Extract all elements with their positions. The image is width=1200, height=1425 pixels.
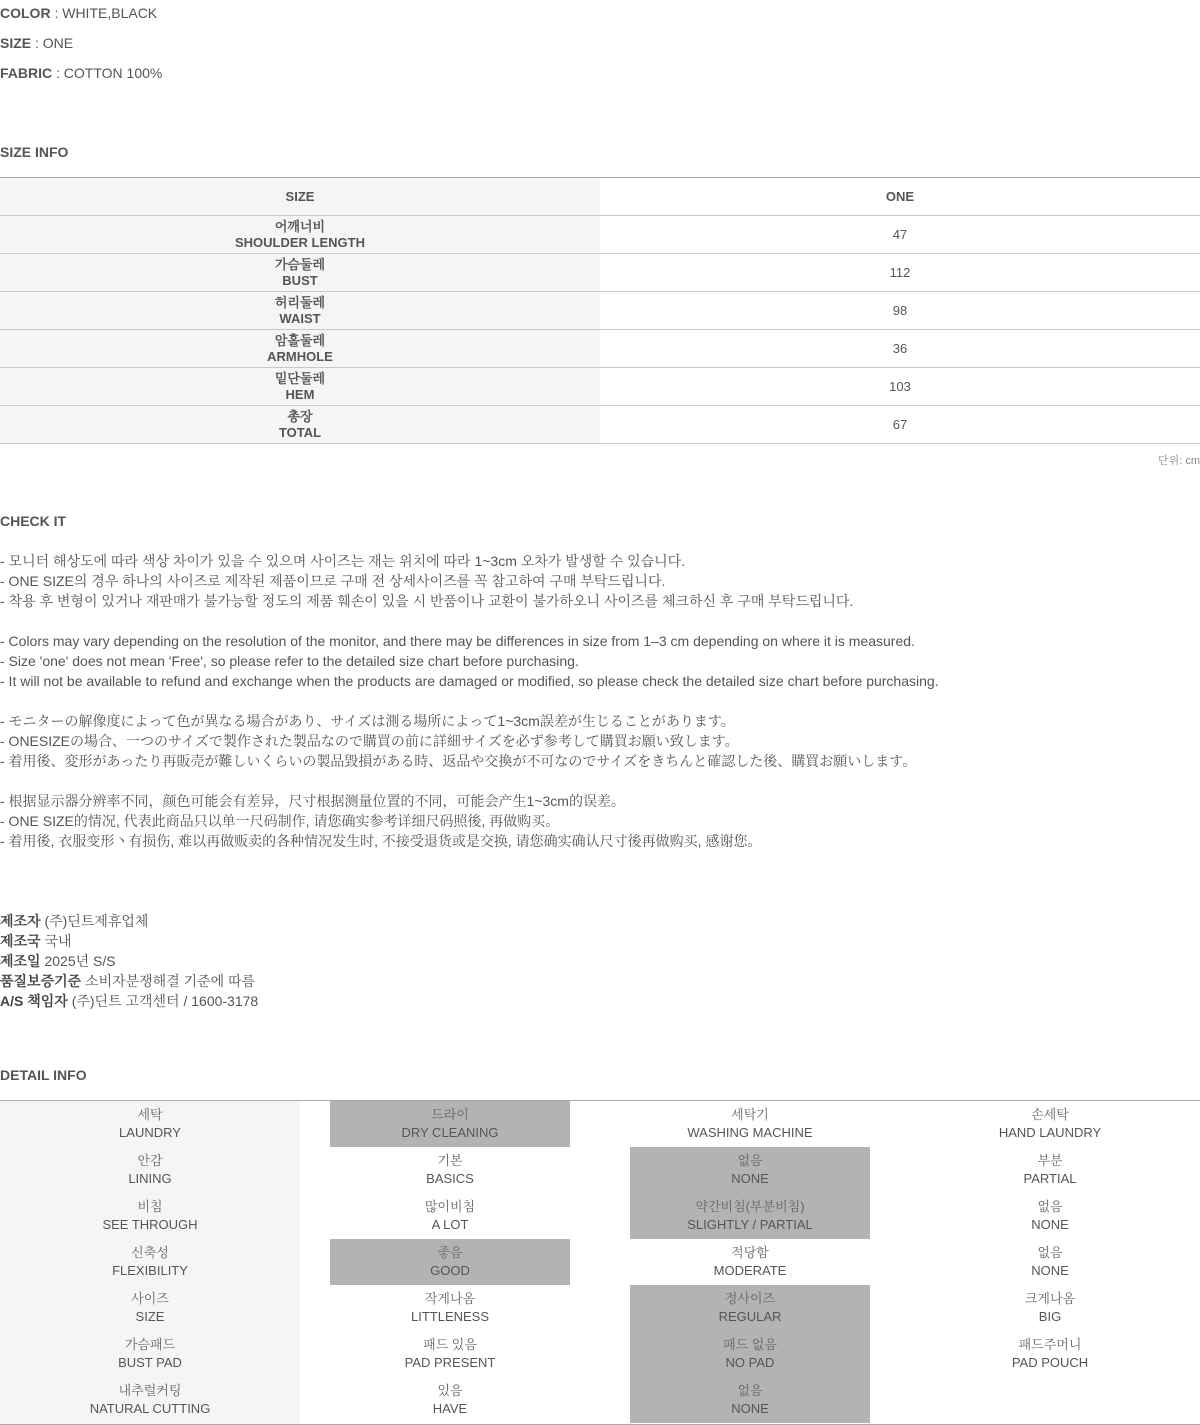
detail-option bbox=[330, 1331, 570, 1377]
detail-option-ko: 패드 없음 bbox=[723, 1337, 777, 1352]
detail-option-ko: 없음 bbox=[737, 1153, 763, 1168]
detail-option-en: NONE bbox=[731, 1171, 769, 1186]
table-row bbox=[0, 216, 1200, 254]
measure-label bbox=[0, 216, 600, 253]
maker-value: (주)딘트 고객센터 / 1600-3178 bbox=[71, 993, 259, 1009]
spec-label: SIZE bbox=[0, 35, 32, 51]
measure-label-ko: 허리둘레 bbox=[274, 294, 326, 310]
detail-option-ko: 작게나옴 bbox=[424, 1291, 476, 1306]
detail-option-selected bbox=[630, 1285, 870, 1331]
spec-sep: : bbox=[52, 65, 64, 81]
detail-row-label bbox=[0, 1239, 300, 1285]
spec-fabric bbox=[0, 65, 162, 81]
note-line: - ONE SIZE의 경우 하나의 사이즈로 제작된 제품이므로 구매 전 상세사이즈를 꼭 참고하여 구매 부탁드립니다. bbox=[0, 573, 666, 589]
size-table bbox=[0, 177, 1200, 444]
notes-korean bbox=[0, 551, 1200, 611]
note-line: - ONESIZEの場合、一つのサイズで製作された製品なので購買の前に詳細サイズを必ず参考して購買お願い致します。 bbox=[0, 733, 739, 749]
detail-option-en: NONE bbox=[1031, 1263, 1069, 1278]
maker-info bbox=[0, 911, 258, 1011]
detail-label-en: FLEXIBILITY bbox=[112, 1263, 188, 1278]
detail-option-selected bbox=[330, 1239, 570, 1285]
measure-label-ko: 밑단둘레 bbox=[274, 370, 326, 386]
measure-value: 36 bbox=[892, 341, 908, 356]
detail-option-en: REGULAR bbox=[718, 1309, 782, 1324]
detail-option-en: NONE bbox=[1031, 1217, 1069, 1232]
spec-value: WHITE,BLACK bbox=[62, 5, 158, 21]
note-line: - Colors may vary depending on the resolution of the monitor, and there may be differences in size from 1–3 cm depending on where it is measured. bbox=[0, 633, 915, 649]
detail-row-label bbox=[0, 1193, 300, 1239]
detail-label-ko: 신축성 bbox=[131, 1245, 169, 1260]
table-row bbox=[0, 406, 1200, 444]
detail-option-ko: 기본 bbox=[437, 1153, 463, 1168]
note-line: - モニターの解像度によって色が異なる場合があり、サイズは測る場所によって1~3cm誤差が生じることがあります。 bbox=[0, 713, 735, 729]
detail-label-ko: 사이즈 bbox=[131, 1291, 169, 1306]
detail-option-ko: 손세탁 bbox=[1031, 1107, 1069, 1122]
table-row bbox=[0, 330, 1200, 368]
notes-chinese bbox=[0, 791, 1200, 851]
detail-label-ko: 내추럴커팅 bbox=[118, 1383, 182, 1398]
measure-label bbox=[0, 330, 600, 367]
detail-row-label bbox=[0, 1331, 300, 1377]
detail-option bbox=[930, 1285, 1170, 1331]
detail-info-title: DETAIL INFO bbox=[0, 1067, 87, 1083]
detail-row-label bbox=[0, 1147, 300, 1193]
detail-option-en: MODERATE bbox=[713, 1263, 787, 1278]
spec-size bbox=[0, 35, 73, 51]
note-line: - 착용 후 변형이 있거나 재판매가 불가능할 정도의 제품 훼손이 있을 시 반품이나 교환이 불가하오니 사이즈를 체크하신 후 구매 부탁드립니다. bbox=[0, 593, 854, 609]
measure-label bbox=[0, 368, 600, 405]
note-line: - ONE SIZE的情况, 代表此商品只以单一尺码制作, 请您确实参考详细尺码照後, 再做购买。 bbox=[0, 813, 560, 829]
measure-label-ko: 총장 bbox=[287, 408, 313, 424]
detail-option-ko: 없음 bbox=[1037, 1199, 1063, 1214]
size-table-header bbox=[0, 178, 1200, 216]
detail-label-en: LINING bbox=[128, 1171, 172, 1186]
detail-label-en: SIZE bbox=[135, 1309, 165, 1324]
detail-label-en: BUST PAD bbox=[118, 1355, 182, 1370]
maker-row bbox=[0, 991, 258, 1011]
check-it-title: CHECK IT bbox=[0, 513, 67, 529]
maker-row bbox=[0, 971, 258, 991]
detail-option-en: SLIGHTLY / PARTIAL bbox=[687, 1217, 813, 1232]
detail-option-ko: 좋음 bbox=[437, 1245, 463, 1260]
detail-option-ko: 패드주머니 bbox=[1018, 1337, 1082, 1352]
spec-label: FABRIC bbox=[0, 65, 53, 81]
detail-option-ko: 드라이 bbox=[431, 1107, 469, 1122]
measure-label-en: ARMHOLE bbox=[267, 348, 333, 364]
detail-option bbox=[930, 1239, 1170, 1285]
spec-label: COLOR bbox=[0, 5, 51, 21]
spec-value: COTTON 100% bbox=[63, 65, 163, 81]
maker-label: 품질보증기준 bbox=[0, 973, 82, 989]
measure-label bbox=[0, 254, 600, 291]
detail-option-ko: 없음 bbox=[737, 1383, 763, 1398]
detail-option-ko: 정사이즈 bbox=[724, 1291, 776, 1306]
unit-note: 단위: cm bbox=[1157, 455, 1200, 467]
detail-option-en: HAVE bbox=[432, 1401, 468, 1416]
detail-label-ko: 세탁 bbox=[137, 1107, 163, 1122]
detail-option-ko: 없음 bbox=[1037, 1245, 1063, 1260]
size-info-title: SIZE INFO bbox=[0, 144, 69, 160]
note-line: - 着用後, 衣服变形丶有损伤, 难以再做贩卖的各种情况发生时, 不接受退货或是交换, 请您确实确认尺寸後再做购买, 感谢您。 bbox=[0, 833, 762, 849]
detail-option bbox=[330, 1377, 570, 1423]
measure-label-en: HEM bbox=[285, 386, 315, 402]
measure-label-ko: 어깨너비 bbox=[274, 218, 326, 234]
detail-option-selected bbox=[630, 1147, 870, 1193]
detail-option-en: NO PAD bbox=[725, 1355, 775, 1370]
detail-option-en: NONE bbox=[731, 1401, 769, 1416]
detail-option bbox=[330, 1193, 570, 1239]
measure-label-en: WAIST bbox=[279, 310, 321, 326]
spec-value: ONE bbox=[42, 35, 74, 51]
measure-label bbox=[0, 292, 600, 329]
note-line: - 根据显示器分辨率不同，颜色可能会有差异，尺寸根据测量位置的不同，可能会产生1~3cm的误差。 bbox=[0, 793, 625, 809]
check-it-notes bbox=[0, 551, 1200, 871]
note-line: - 모니터 해상도에 따라 색상 차이가 있을 수 있으며 사이즈는 재는 위치에 따라 1~3cm 오차가 발생할 수 있습니다. bbox=[0, 553, 686, 569]
notes-english bbox=[0, 631, 1200, 691]
notes-japanese bbox=[0, 711, 1200, 771]
maker-label: 제조자 bbox=[0, 913, 41, 929]
detail-row-label bbox=[0, 1377, 300, 1423]
detail-label-en: LAUNDRY bbox=[119, 1125, 181, 1140]
maker-value: 국내 bbox=[44, 933, 72, 949]
maker-row bbox=[0, 951, 258, 971]
detail-label-ko: 가슴패드 bbox=[124, 1337, 176, 1352]
detail-option-ko: 있음 bbox=[437, 1383, 463, 1398]
detail-option-en: DRY CLEANING bbox=[401, 1125, 499, 1140]
spec-sep: : bbox=[31, 35, 43, 51]
detail-option-ko: 부분 bbox=[1037, 1153, 1063, 1168]
detail-row-label bbox=[0, 1285, 300, 1331]
detail-option-ko: 세탁기 bbox=[731, 1107, 769, 1122]
detail-label-en: NATURAL CUTTING bbox=[89, 1401, 211, 1416]
detail-option bbox=[630, 1101, 870, 1147]
detail-option bbox=[930, 1101, 1170, 1147]
detail-option bbox=[330, 1147, 570, 1193]
detail-option bbox=[630, 1239, 870, 1285]
detail-option-en: HAND LAUNDRY bbox=[998, 1125, 1102, 1140]
detail-option-selected bbox=[630, 1331, 870, 1377]
maker-value: 소비자분쟁해결 기준에 따름 bbox=[85, 973, 256, 989]
detail-option bbox=[930, 1193, 1170, 1239]
measure-value: 103 bbox=[889, 379, 911, 394]
detail-option-ko: 많이비침 bbox=[424, 1199, 476, 1214]
table-row bbox=[0, 254, 1200, 292]
maker-row bbox=[0, 931, 258, 951]
detail-option-en: LITTLENESS bbox=[410, 1309, 490, 1324]
detail-row-label bbox=[0, 1101, 300, 1147]
detail-label-en: SEE THROUGH bbox=[102, 1217, 198, 1232]
detail-option-en: PARTIAL bbox=[1023, 1171, 1077, 1186]
measure-label-ko: 가슴둘레 bbox=[274, 256, 326, 272]
table-row bbox=[0, 368, 1200, 406]
detail-option-ko: 크게나옴 bbox=[1024, 1291, 1076, 1306]
detail-option-selected bbox=[630, 1377, 870, 1423]
detail-option-en: GOOD bbox=[430, 1263, 470, 1278]
detail-option-ko: 적당함 bbox=[731, 1245, 769, 1260]
detail-option-en: BASICS bbox=[426, 1171, 474, 1186]
detail-option bbox=[930, 1147, 1170, 1193]
detail-option-en: BIG bbox=[1038, 1309, 1062, 1324]
measure-label-en: SHOULDER LENGTH bbox=[235, 234, 365, 250]
detail-option-en: WASHING MACHINE bbox=[687, 1125, 813, 1140]
maker-label: A/S 책임자 bbox=[0, 993, 68, 1009]
note-line: - 着用後、変形があったり再販売が難しいくらいの製品毀損がある時、返品や交換が不可なのでサイズをきちんと確認した後、購買お願いします。 bbox=[0, 753, 917, 769]
measure-value: 47 bbox=[892, 227, 908, 242]
measure-value: 67 bbox=[892, 417, 908, 432]
maker-label: 제조일 bbox=[0, 953, 41, 969]
detail-label-ko: 안감 bbox=[137, 1153, 163, 1168]
detail-option-selected bbox=[330, 1101, 570, 1147]
detail-option-ko: 약간비침(부분비침) bbox=[695, 1199, 805, 1214]
detail-label-ko: 비침 bbox=[137, 1199, 163, 1214]
detail-option-en: PAD POUCH bbox=[1011, 1355, 1089, 1370]
detail-option bbox=[330, 1285, 570, 1331]
detail-option-en: PAD PRESENT bbox=[404, 1355, 496, 1370]
maker-label: 제조국 bbox=[0, 933, 41, 949]
size-header-value: ONE bbox=[885, 189, 915, 204]
measure-value: 98 bbox=[892, 303, 908, 318]
maker-value: 2025년 S/S bbox=[44, 953, 116, 969]
measure-value: 112 bbox=[889, 265, 911, 280]
table-row bbox=[0, 292, 1200, 330]
detail-option-ko: 패드 있음 bbox=[423, 1337, 477, 1352]
detail-grid bbox=[0, 1100, 1200, 1425]
spec-sep: : bbox=[50, 5, 63, 21]
detail-option-en: A LOT bbox=[431, 1217, 469, 1232]
maker-value: (주)딘트제휴업체 bbox=[44, 913, 149, 929]
measure-label-ko: 암홀둘레 bbox=[274, 332, 326, 348]
measure-label-en: TOTAL bbox=[278, 424, 322, 440]
note-line: - It will not be available to refund and exchange when the products are damaged or modified, so please check the detailed size chart before purchasing. bbox=[0, 673, 939, 689]
detail-option bbox=[930, 1331, 1170, 1377]
note-line: - Size 'one' does not mean 'Free', so please refer to the detailed size chart before purchasing. bbox=[0, 653, 579, 669]
detail-option bbox=[930, 1377, 1170, 1423]
measure-label-en: BUST bbox=[282, 272, 318, 288]
detail-option-selected bbox=[630, 1193, 870, 1239]
measure-label bbox=[0, 406, 600, 443]
maker-row bbox=[0, 911, 258, 931]
size-header-label: SIZE bbox=[0, 178, 600, 215]
spec-color bbox=[0, 5, 157, 21]
